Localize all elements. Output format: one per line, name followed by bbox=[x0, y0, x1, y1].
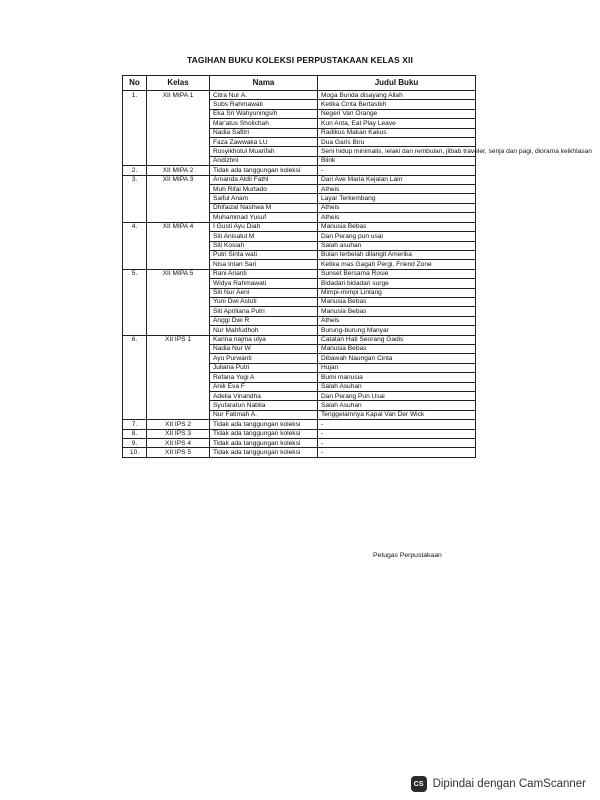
cell-no: 3. bbox=[123, 175, 147, 222]
cell-judul-buku: Bumi manusia bbox=[318, 373, 476, 382]
cell-judul-buku: Atheis bbox=[318, 316, 476, 325]
cell-judul-buku: Seni hidup minimalis, lelaki dan rembulan, jilbab traveler, senja dan pagi, diorama keikhlasan bbox=[318, 147, 476, 156]
cell-judul-buku: Tenggelamnya Kapal Van Der Wick bbox=[318, 410, 476, 419]
cell-nama: Eka Sri Wahyuningsih bbox=[210, 109, 318, 118]
cell-judul-buku: - bbox=[318, 439, 476, 448]
cell-nama: Refana Yogi A bbox=[210, 373, 318, 382]
table-row bbox=[123, 166, 476, 175]
cell-no: 10. bbox=[123, 448, 147, 457]
cell-judul-buku: Ketika Cinta Bertasbih bbox=[318, 100, 476, 109]
cell-nama: Nadia Nur W bbox=[210, 344, 318, 353]
cell-nama: Syufaratun Nabila bbox=[210, 401, 318, 410]
document-title: TAGIHAN BUKU KOLEKSI PERPUSTAKAAN KELAS XII bbox=[187, 55, 413, 65]
cell-nama: Nisa Intan Sari bbox=[210, 260, 318, 269]
cell-nama: I Gusti Ayu Diah bbox=[210, 222, 318, 231]
cell-judul-buku: Negeri Van Orange bbox=[318, 109, 476, 118]
cell-no: 1. bbox=[123, 91, 147, 166]
cell-judul-buku: Dan Perang Pun Usai bbox=[318, 392, 476, 401]
cell-nama: Rani Arianti bbox=[210, 269, 318, 278]
cell-no: 9. bbox=[123, 439, 147, 448]
table-row bbox=[123, 269, 476, 278]
cell-judul-buku: Layar Terkembang bbox=[318, 194, 476, 203]
cell-judul-buku: Radikus Makan Kakus bbox=[318, 128, 476, 137]
cell-judul-buku: Blink bbox=[318, 156, 476, 165]
cell-nama: Nadia Safitri bbox=[210, 128, 318, 137]
cell-nama: Siti Nur Aeni bbox=[210, 288, 318, 297]
cell-judul-buku: Manusia Bebas bbox=[318, 222, 476, 231]
header-no: No bbox=[123, 76, 147, 91]
cell-nama: Anik Eva F bbox=[210, 382, 318, 391]
cell-nama: Siti Anisatul M bbox=[210, 232, 318, 241]
cell-judul-buku: Mimpi-mimpi Lintang bbox=[318, 288, 476, 297]
cell-judul-buku: Manusia Bebas bbox=[318, 344, 476, 353]
cell-judul-buku: Bulan terbelah dilangit Amerika bbox=[318, 250, 476, 259]
cell-nama: Citra Nur A. bbox=[210, 91, 318, 100]
cell-kelas: XII IPS 2 bbox=[147, 420, 210, 429]
cell-judul-buku: - bbox=[318, 166, 476, 175]
header-nama: Nama bbox=[210, 76, 318, 91]
cell-kelas: XII IPS 4 bbox=[147, 439, 210, 448]
cell-judul-buku: Atheis bbox=[318, 203, 476, 212]
cell-nama: Rosyikhotul Muarifah bbox=[210, 147, 318, 156]
cell-judul-buku: Bidadari bidadari surge bbox=[318, 279, 476, 288]
cell-nama: Adelia Vinandha bbox=[210, 392, 318, 401]
table-header-row bbox=[123, 76, 476, 91]
cell-kelas: XII MIPA 5 bbox=[147, 269, 210, 335]
table-row bbox=[123, 91, 476, 100]
cell-judul-buku: Burung-burung Manyar bbox=[318, 326, 476, 335]
signature-label: Petugas Perpustakaan bbox=[373, 552, 442, 559]
table-body bbox=[123, 91, 592, 458]
table-row bbox=[123, 222, 476, 231]
cell-judul-buku: Hujan bbox=[318, 363, 476, 372]
cell-judul-buku: - bbox=[318, 420, 476, 429]
cell-judul-buku: Moga Bunda disayang Allah bbox=[318, 91, 476, 100]
cell-judul-buku: Ketika mas Gagah Pergi, Friend Zone bbox=[318, 260, 476, 269]
cell-kelas: XII MIPA 3 bbox=[147, 175, 210, 222]
table-row bbox=[123, 420, 476, 429]
cell-nama: Andizhni bbox=[210, 156, 318, 165]
cell-no: 7. bbox=[123, 420, 147, 429]
cell-nama: Muh Rifai Murtado bbox=[210, 185, 318, 194]
cell-no: 8. bbox=[123, 429, 147, 438]
cell-nama: Widya Rahmawati bbox=[210, 279, 318, 288]
table-row bbox=[123, 175, 476, 184]
cell-judul-buku: Catatan Hati Seorang Gadis bbox=[318, 335, 476, 344]
cell-judul-buku: Dibawah Naungan Cinta bbox=[318, 354, 476, 363]
cell-judul-buku: - bbox=[318, 448, 476, 457]
cell-nama: Saiful Anam bbox=[210, 194, 318, 203]
cell-nama: Juliana Putri bbox=[210, 363, 318, 372]
cell-judul-buku: Kun Anta, Eat Play Leave bbox=[318, 119, 476, 128]
cell-nama: Siti Kosiah bbox=[210, 241, 318, 250]
cell-nama: Tidak ada tanggungan koleksi bbox=[210, 439, 318, 448]
cell-judul-buku: Salah Asuhan bbox=[318, 401, 476, 410]
camscanner-text: Dipindai dengan CamScanner bbox=[432, 778, 586, 790]
table-row bbox=[123, 439, 476, 448]
cell-nama: Subs Rahmawati bbox=[210, 100, 318, 109]
cell-judul-buku: Salah Asuhan bbox=[318, 382, 476, 391]
cell-judul-buku: Dari Ave Maria Kejalan Lain bbox=[318, 175, 476, 184]
table-row bbox=[123, 335, 476, 344]
cell-nama: Ayu Purwanti bbox=[210, 354, 318, 363]
cell-judul-buku: - bbox=[318, 429, 476, 438]
cell-judul-buku: Manusia Bebas bbox=[318, 297, 476, 306]
cell-judul-buku: Sunset Bersama Rosie bbox=[318, 269, 476, 278]
cell-kelas: XII MIPA 4 bbox=[147, 222, 210, 269]
cell-kelas: XII IPS 1 bbox=[147, 335, 210, 420]
cell-nama: Tidak ada tanggungan koleksi bbox=[210, 166, 318, 175]
cell-nama: Arnanda Aldil Fathl bbox=[210, 175, 318, 184]
cell-nama: Tidak ada tanggungan koleksi bbox=[210, 448, 318, 457]
cell-nama: Nur Mahfudhoh bbox=[210, 326, 318, 335]
cell-nama: Faza Zawwaka LU bbox=[210, 138, 318, 147]
cell-nama: Anggi Dwi R bbox=[210, 316, 318, 325]
cell-no: 6. bbox=[123, 335, 147, 420]
camscanner-icon: CS bbox=[411, 776, 427, 792]
cell-kelas: XII IPS 5 bbox=[147, 448, 210, 457]
cell-nama: Putri Sinta wati bbox=[210, 250, 318, 259]
header-kelas: Kelas bbox=[147, 76, 210, 91]
table-row bbox=[123, 448, 476, 457]
cell-nama: Karina najma ulya bbox=[210, 335, 318, 344]
table-row bbox=[123, 429, 476, 438]
cell-judul-buku: Atheis bbox=[318, 213, 476, 222]
cell-judul-buku: Dua Garis Biru bbox=[318, 138, 476, 147]
cell-kelas: XII MIPA 1 bbox=[147, 91, 210, 166]
cell-judul-buku: Dan Perang pun usai bbox=[318, 232, 476, 241]
loan-table bbox=[122, 75, 592, 458]
cell-judul-buku: Manusia Bebas bbox=[318, 307, 476, 316]
cell-no: 4. bbox=[123, 222, 147, 269]
cell-nama: Nur Fatimah A. bbox=[210, 410, 318, 419]
cell-kelas: XII MIPA 2 bbox=[147, 166, 210, 175]
cell-nama: Tidak ada tanggungan koleksi bbox=[210, 420, 318, 429]
camscanner-watermark bbox=[411, 776, 586, 792]
cell-nama: Mar'atus Sholichah bbox=[210, 119, 318, 128]
cell-judul-buku: Salah asuhan bbox=[318, 241, 476, 250]
cell-nama: Tidak ada tanggungan koleksi bbox=[210, 429, 318, 438]
cell-no: 5. bbox=[123, 269, 147, 335]
cell-nama: Muhammad Yusuf bbox=[210, 213, 318, 222]
cell-judul-buku: Atheis bbox=[318, 185, 476, 194]
header-judul-buku: Judul Buku bbox=[318, 76, 476, 91]
cell-kelas: XII IPS 3 bbox=[147, 429, 210, 438]
cell-nama: Yuni Dwi Astuti bbox=[210, 297, 318, 306]
cell-nama: Siti Apriliana Putri bbox=[210, 307, 318, 316]
cell-no: 2. bbox=[123, 166, 147, 175]
cell-nama: Dhifaizal Nashwa M bbox=[210, 203, 318, 212]
